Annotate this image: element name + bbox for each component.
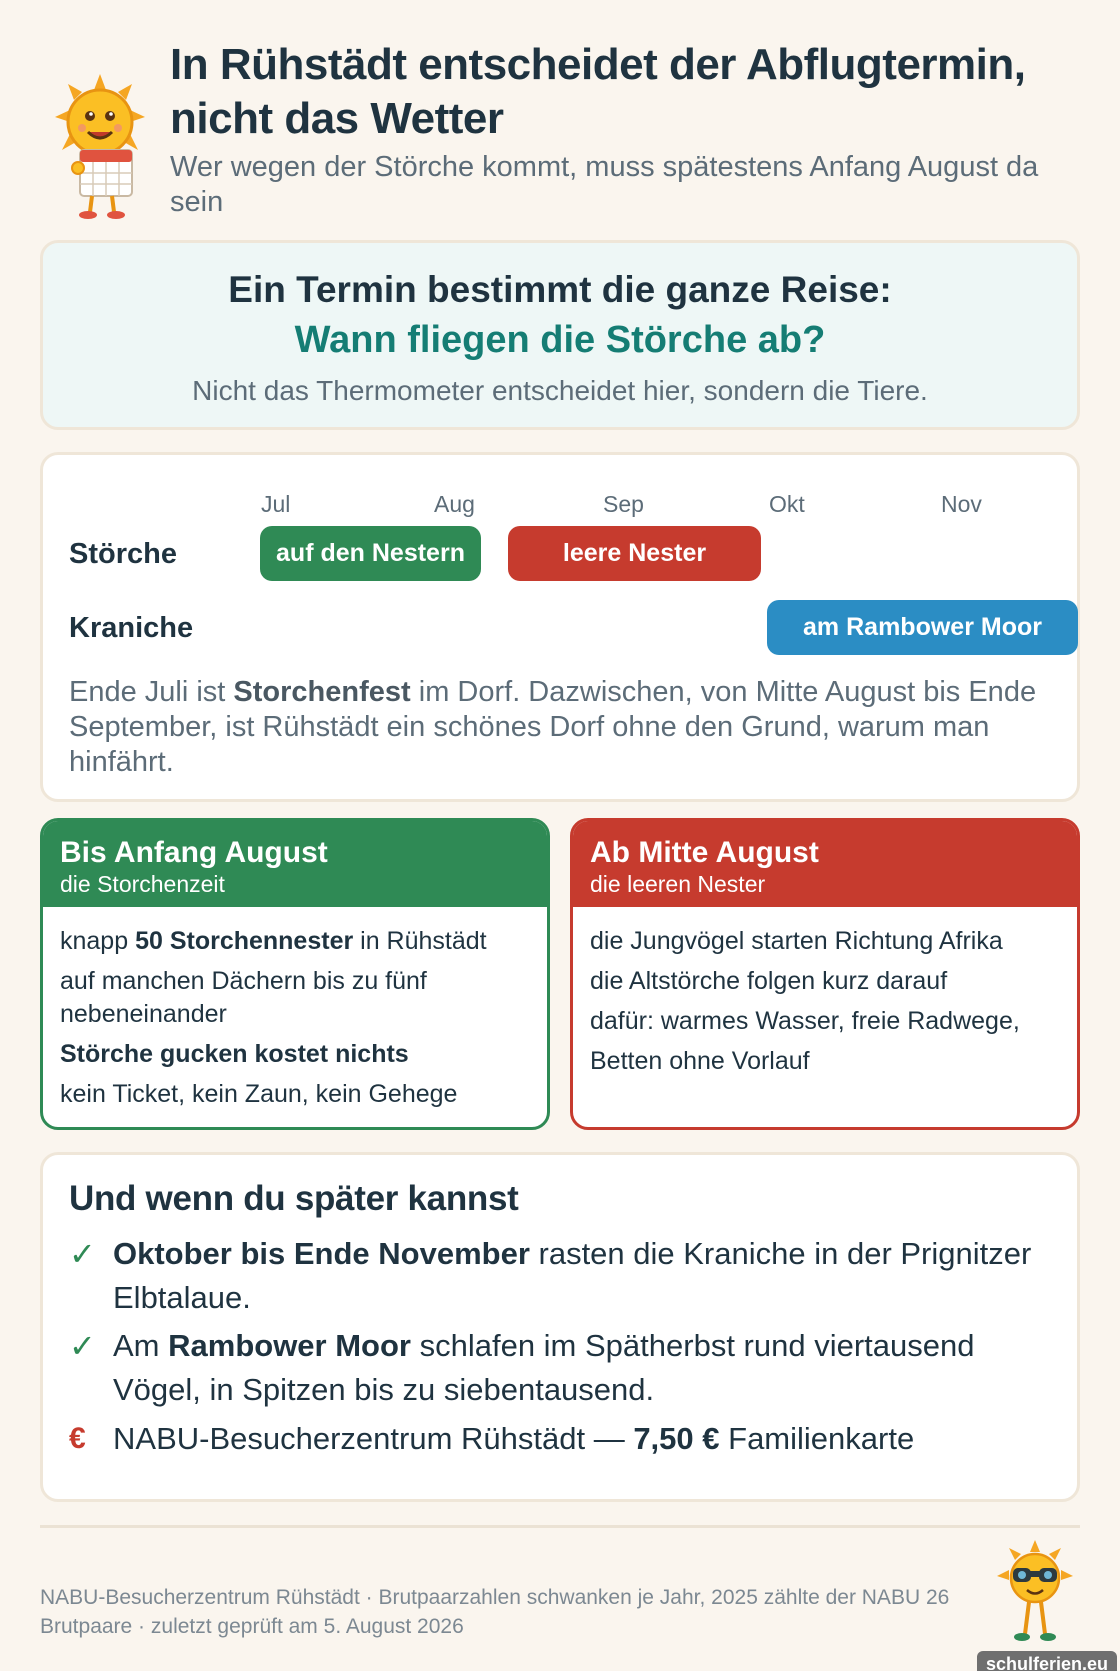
footer-source: NABU-Besucherzentrum Rühstädt · Brutpaarzahlen schwanken je Jahr, 2025 zählte der NABU 26 Brutpaare · zuletzt geprüft am 5. August 2026 bbox=[40, 1586, 950, 1638]
bar-leere-nester: leere Nester bbox=[508, 526, 761, 581]
list-item: knapp 50 Storchennester in Rühstädt bbox=[60, 927, 487, 955]
later-title: Und wenn du später kannst bbox=[69, 1179, 519, 1218]
sun-mascot-binoculars-icon bbox=[995, 1540, 1075, 1650]
header bbox=[40, 38, 1080, 223]
storchenzeit-panel bbox=[40, 818, 550, 1130]
leere-nester-title: Ab Mitte August bbox=[590, 836, 819, 869]
storchenzeit-title: Bis Anfang August bbox=[60, 836, 328, 869]
list-item: Betten ohne Vorlauf bbox=[590, 1047, 810, 1075]
list-item: kein Ticket, kein Zaun, kein Gehege bbox=[60, 1080, 458, 1108]
month-label-nov: Nov bbox=[941, 491, 982, 517]
question-intro: Ein Termin bestimmt die ganze Reise: bbox=[228, 269, 892, 310]
list-item: die Altstörche folgen kurz darauf bbox=[590, 967, 948, 995]
brand-badge: schulferien.eu bbox=[977, 1651, 1117, 1671]
month-label-sep: Sep bbox=[603, 491, 644, 517]
leere-nester-header bbox=[573, 821, 1077, 907]
leere-nester-panel bbox=[570, 818, 1080, 1130]
month-label-aug: Aug bbox=[434, 491, 475, 517]
storchenzeit-subtitle: die Storchenzeit bbox=[60, 871, 225, 897]
list-item: ✓ Am Rambower Moor schlafen im Spätherbst rund viertausend Vögel, in Spitzen bis zu siebentausend. bbox=[69, 1324, 1059, 1412]
page-subtitle: Wer wegen der Störche kommt, muss spätestens Anfang August da sein bbox=[170, 151, 1039, 218]
bar-auf-den-nestern: auf den Nestern bbox=[260, 526, 481, 581]
list-item: Störche gucken kostet nichts bbox=[60, 1040, 409, 1068]
list-item: € NABU-Besucherzentrum Rühstädt — 7,50 € Familienkarte bbox=[69, 1417, 1059, 1461]
timeline-card bbox=[40, 452, 1080, 802]
sun-mascot-calendar-icon bbox=[50, 72, 150, 222]
question-card bbox=[40, 240, 1080, 430]
month-label-jul: Jul bbox=[261, 491, 291, 517]
list-item: die Jungvögel starten Richtung Afrika bbox=[590, 927, 1003, 955]
list-item: auf manchen Dächern bis zu fünf nebeneinander bbox=[60, 967, 427, 1028]
row-label-kraniche: Kraniche bbox=[69, 612, 194, 644]
check-icon: ✓ bbox=[69, 1236, 96, 1272]
page-title: In Rühstädt entscheidet der Abflugtermin, nicht das Wetter bbox=[170, 40, 1026, 143]
timeline-note: Ende Juli ist Storchenfest im Dorf. Dazwischen, von Mitte August bis Ende September, ist Rühstädt ein schönes Dorf ohne den Grund, warum man hinfährt. bbox=[69, 676, 1037, 778]
storchenzeit-header bbox=[43, 821, 547, 907]
month-label-okt: Okt bbox=[769, 491, 805, 517]
euro-icon: € bbox=[69, 1422, 86, 1455]
list-item: ✓ Oktober bis Ende November rasten die Kraniche in der Prignitzer Elbtalaue. bbox=[69, 1232, 1059, 1320]
question-headline: Wann fliegen die Störche ab? bbox=[294, 319, 826, 361]
leere-nester-subtitle: die leeren Nester bbox=[590, 871, 766, 897]
bar-am-rambower-moor: am Rambower Moor bbox=[767, 600, 1078, 655]
divider bbox=[40, 1525, 1080, 1528]
list-item: dafür: warmes Wasser, freie Radwege, bbox=[590, 1007, 1020, 1035]
row-label-stoerche: Störche bbox=[69, 538, 177, 570]
question-note: Nicht das Thermometer entscheidet hier, sondern die Tiere. bbox=[192, 375, 928, 406]
check-icon: ✓ bbox=[69, 1328, 96, 1364]
later-card bbox=[40, 1152, 1080, 1502]
